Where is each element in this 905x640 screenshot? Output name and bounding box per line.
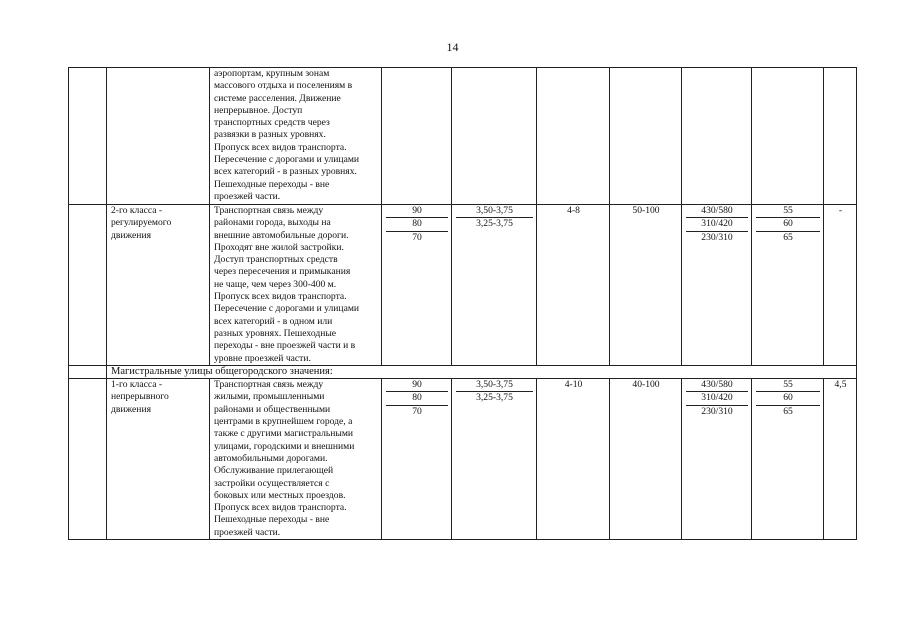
lane-width-value: 3,25-3,75 <box>476 392 513 404</box>
cell-radius: 50-100 <box>610 205 682 366</box>
speed-value: 90 <box>386 379 448 392</box>
cell-index <box>69 379 107 540</box>
speed-value: 80 <box>386 218 448 231</box>
cell-lanes <box>537 68 610 205</box>
table-row-class1 <box>69 379 857 540</box>
cell-lanes: 4-10 <box>537 379 610 540</box>
cell-speed <box>382 205 452 366</box>
cell-curve <box>682 68 752 205</box>
section-title: Магистральные улицы общегородского значения: <box>107 365 857 378</box>
slope-value: 65 <box>783 405 793 417</box>
table-row-section <box>69 365 857 378</box>
cell-slope <box>752 68 824 205</box>
cell-slope <box>752 205 824 366</box>
slope-value: 60 <box>756 392 820 405</box>
speed-value: 80 <box>386 392 448 405</box>
curve-value: 230/310 <box>701 405 733 417</box>
slope-value: 65 <box>783 231 793 243</box>
slope-value: 60 <box>756 218 820 231</box>
cell-sidewalk <box>824 68 857 205</box>
cell-speed <box>382 68 452 205</box>
lane-width-value: 3,25-3,75 <box>476 218 513 230</box>
curve-value: 230/310 <box>701 231 733 243</box>
table-row-class2 <box>69 205 857 366</box>
curve-value: 430/580 <box>686 379 748 392</box>
cell-radius: 40-100 <box>610 379 682 540</box>
table-row-continued <box>69 68 857 205</box>
cell-category <box>107 68 210 205</box>
cell-category: 1-го класса - непрерывного движения <box>107 379 210 540</box>
curve-value: 310/420 <box>686 218 748 231</box>
cell-lanes: 4-8 <box>537 205 610 366</box>
cell-sidewalk: - <box>824 205 857 366</box>
cell-lane-width <box>452 205 537 366</box>
cell-curve <box>682 379 752 540</box>
lane-width-value: 3,50-3,75 <box>456 205 533 218</box>
speed-value: 90 <box>386 205 448 218</box>
cell-purpose: Транспортная связь между жилыми, промышленными районами и общественными центрами в крупнейшем городе, а также с другими магистральными улицами, городскими и внешними автомобильными дорогами. Обслуживание прилегающей застройки осуществляется с боковых или местных проездов. Пропуск всех видов транспорта. Пешеходные переходы - вне проезжей части. <box>210 379 382 540</box>
cell-lane-width <box>452 379 537 540</box>
cell-index <box>69 365 107 378</box>
speed-value: 70 <box>412 231 422 243</box>
slope-value: 55 <box>756 379 820 392</box>
slope-value: 55 <box>756 205 820 218</box>
curve-value: 310/420 <box>686 392 748 405</box>
cell-speed <box>382 379 452 540</box>
lane-width-value: 3,50-3,75 <box>456 379 533 392</box>
cell-index <box>69 205 107 366</box>
cell-index <box>69 68 107 205</box>
classification-table <box>68 67 857 540</box>
curve-value: 430/580 <box>686 205 748 218</box>
cell-purpose: аэропортам, крупным зонам массового отдыха и поселениям в системе расселения. Движение непрерывное. Доступ транспортных средств через развязки в разных уровнях. Пропуск всех видов транспорта. Пересечение с дорогами и улицами всех категорий - в разных уровнях. Пешеходные переходы - вне проезжей части. <box>210 68 382 205</box>
cell-purpose: Транспортная связь между районами города, выходы на внешние автомобильные дороги. Проходят вне жилой застройки. Доступ транспортных средств через пересечения и примыкания не чаще, чем через 300-400 м. Пропуск всех видов транспорта. Пересечение с дорогами и улицами всех категорий - в одном или разных уровнях. Пешеходные переходы - вне проезжей части и в уровне проезжей части. <box>210 205 382 366</box>
cell-sidewalk: 4,5 <box>824 379 857 540</box>
page-number: 14 <box>446 40 459 54</box>
speed-value: 70 <box>412 405 422 417</box>
cell-radius <box>610 68 682 205</box>
cell-lane-width <box>452 68 537 205</box>
cell-curve <box>682 205 752 366</box>
cell-category: 2-го класса - регулируемого движения <box>107 205 210 366</box>
cell-slope <box>752 379 824 540</box>
